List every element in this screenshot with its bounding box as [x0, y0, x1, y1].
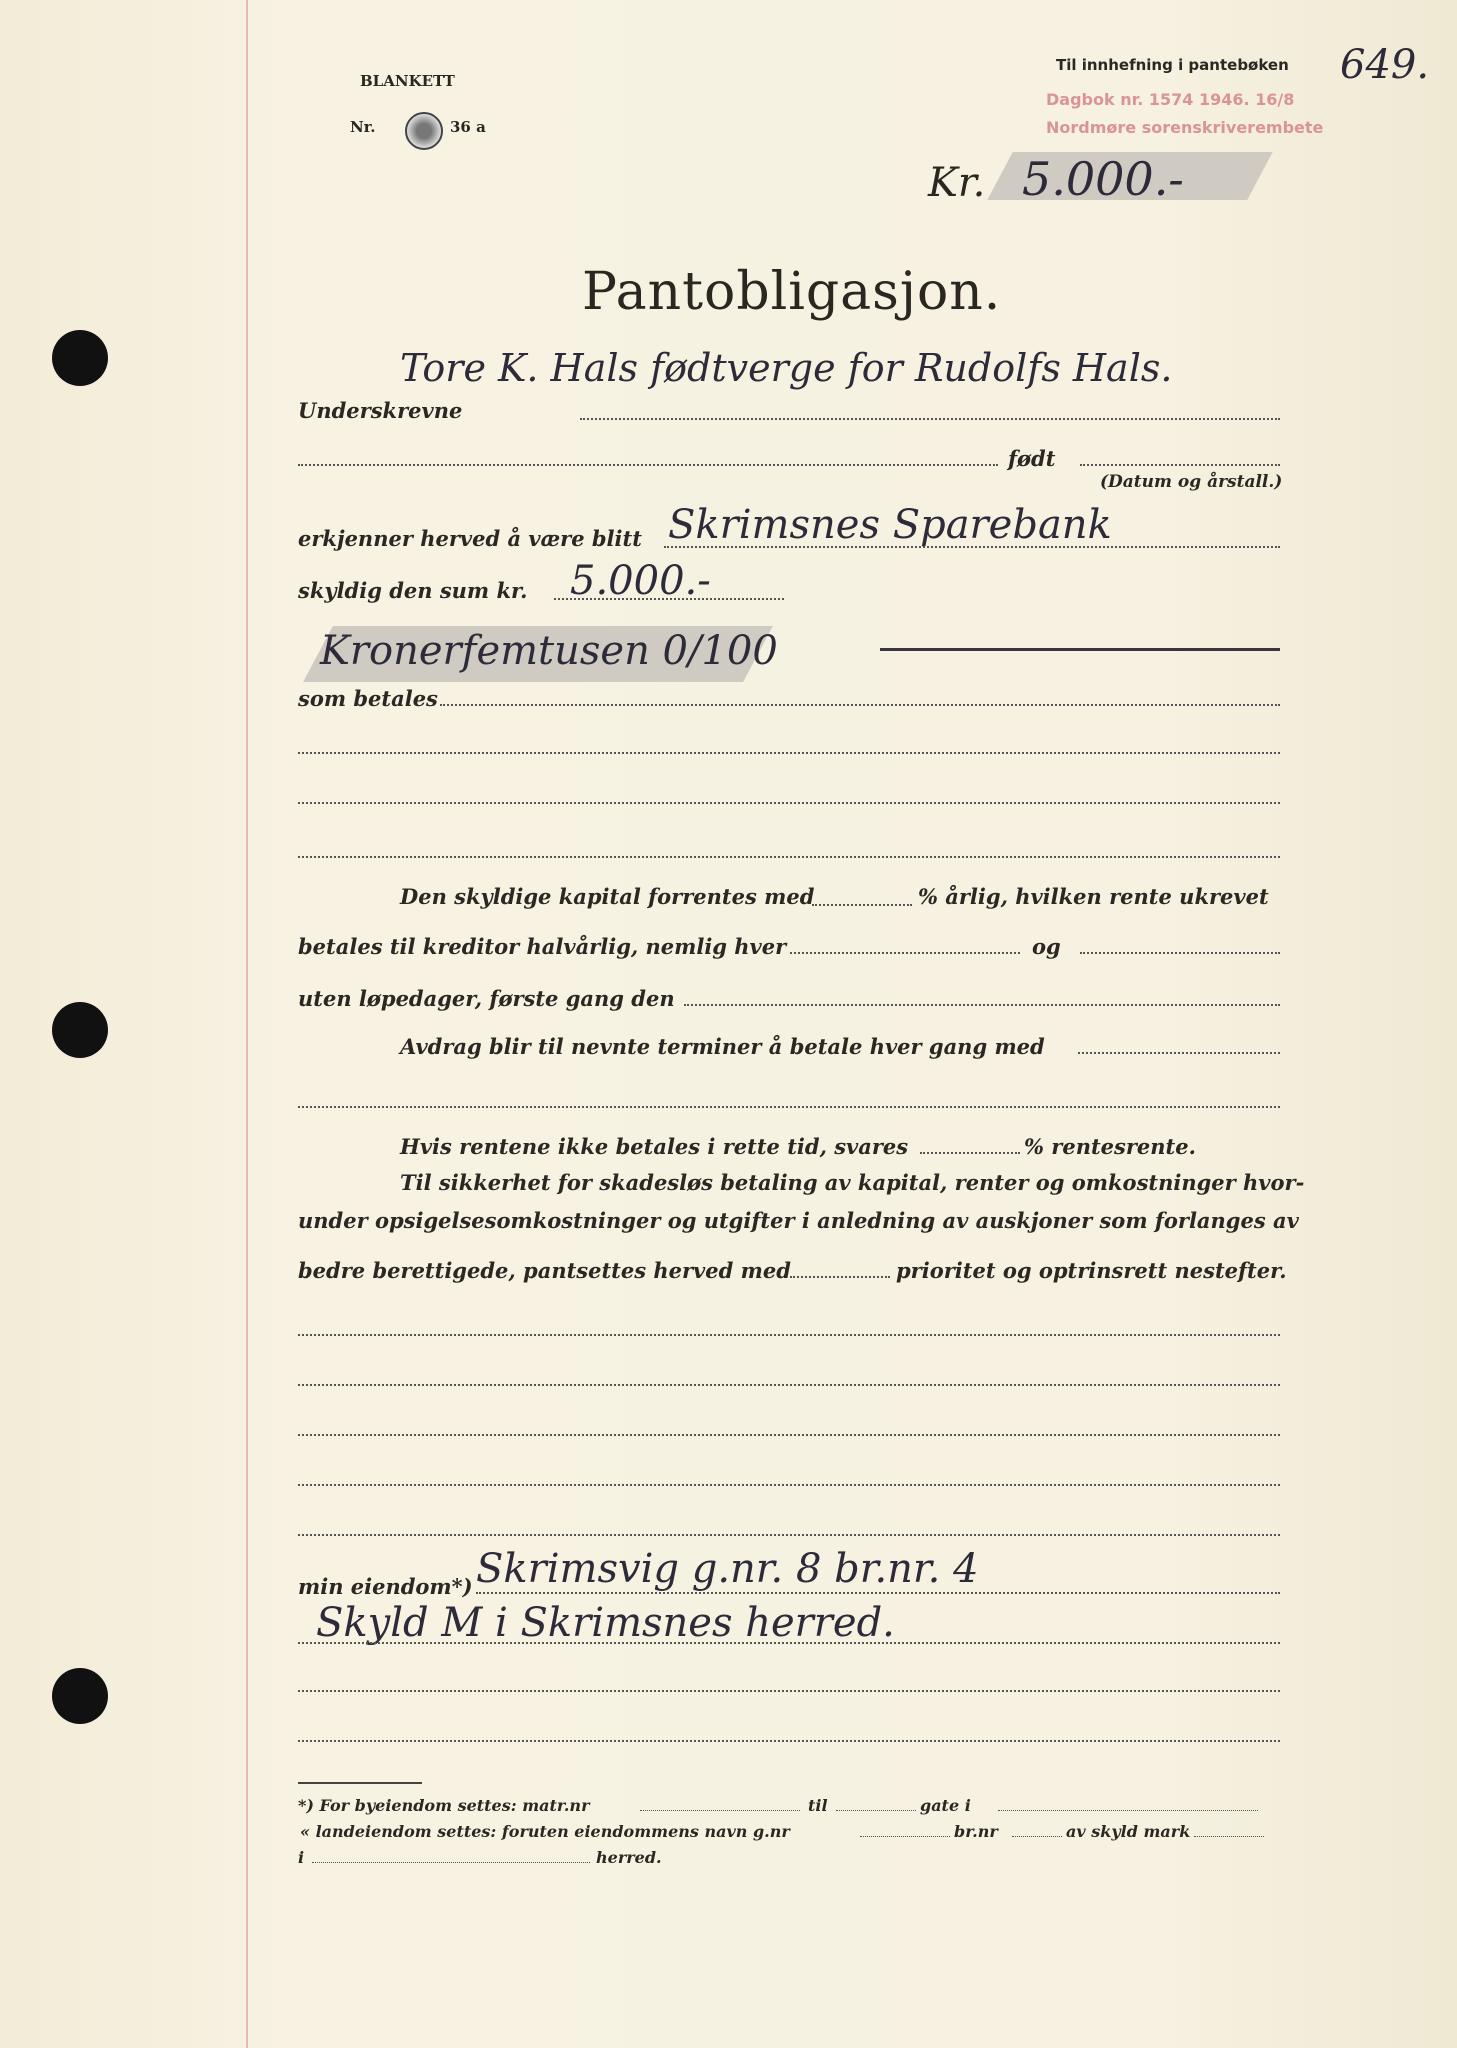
- dotted-line: [298, 1690, 1280, 1692]
- footnote-line2b: br.nr: [954, 1822, 998, 1841]
- label-avdrag: Avdrag blir til nevnte terminer å betale hver gang med: [400, 1034, 1045, 1059]
- property-handwriting-1: Skrimsvig g.nr. 8 br.nr. 4: [476, 1546, 979, 1592]
- dotted-line: [664, 546, 1280, 548]
- property-handwriting-2: Skyld M i Skrimsnes herred.: [316, 1600, 895, 1646]
- footnote-rule: [298, 1782, 422, 1784]
- margin-line: [246, 0, 248, 2048]
- label-kapital-a: Den skyldige kapital forrentes med: [400, 884, 815, 909]
- punch-hole: [52, 330, 108, 386]
- dotted-line: [836, 1810, 916, 1811]
- dotted-line: [1078, 1052, 1280, 1054]
- footnote-line1a: *) For byeiendom settes: matr.nr: [298, 1796, 590, 1815]
- label-skyldig: skyldig den sum kr.: [298, 578, 528, 603]
- dotted-line: [298, 1334, 1280, 1336]
- dotted-line: [580, 418, 1280, 420]
- dotted-line: [298, 1534, 1280, 1536]
- kr-label: Kr.: [928, 160, 986, 206]
- dotted-line: [1080, 464, 1280, 466]
- dotted-line: [684, 1004, 1280, 1006]
- creditor-handwriting: Skrimsnes Sparebank: [668, 502, 1112, 548]
- dotted-line: [640, 1810, 800, 1811]
- punch-hole: [52, 1668, 108, 1724]
- blankett-label: BLANKETT: [360, 72, 455, 90]
- dotted-line: [790, 1276, 890, 1278]
- label-kreditor: betales til kreditor halvårlig, nemlig hver: [298, 934, 787, 959]
- sum-handwriting: 5.000.-: [570, 558, 711, 604]
- dotted-line: [298, 1484, 1280, 1486]
- form-nr-label: Nr.: [350, 118, 376, 136]
- dotted-line: [790, 952, 1020, 954]
- dotted-line: [440, 704, 1280, 706]
- amount-words-handwriting: Kronerfemtusen 0/100: [320, 628, 778, 674]
- label-erkjenner: erkjenner herved å være blitt: [298, 526, 642, 551]
- stamp-line-2: Dagbok nr. 1574 1946. 16/8: [1046, 90, 1295, 109]
- dotted-line: [298, 1384, 1280, 1386]
- dotted-line: [554, 598, 784, 600]
- label-sikkerhet-2: under opsigelsesomkostninger og utgifter i anledning av auskjoner som forlanges av: [298, 1208, 1299, 1233]
- debtor-handwriting: Tore K. Hals fødtverge for Rudolfs Hals.: [400, 346, 1173, 390]
- label-kapital-b: % årlig, hvilken rente ukrevet: [918, 884, 1269, 909]
- dotted-line: [1080, 952, 1280, 954]
- dotted-line: [298, 1642, 1280, 1644]
- footnote-line2a: « landeiendom settes: foruten eiendommens navn g.nr: [300, 1822, 790, 1841]
- dotted-line: [860, 1836, 950, 1837]
- dotted-line: [920, 1152, 1020, 1154]
- dotted-line: [298, 464, 998, 466]
- footnote-line3a: i: [298, 1848, 305, 1867]
- label-lopedager: uten løpedager, første gang den: [298, 986, 675, 1011]
- dotted-line: [1194, 1836, 1264, 1837]
- punch-hole: [52, 1002, 108, 1058]
- dotted-line: [312, 1862, 590, 1863]
- label-datum: (Datum og årstall.): [1100, 472, 1283, 492]
- dotted-line: [476, 1592, 1280, 1594]
- document-title: Pantobligasjon.: [582, 262, 1002, 322]
- dotted-line: [298, 1434, 1280, 1436]
- stamp-line-1: Til innhefning i pantebøken: [1056, 56, 1289, 74]
- stamp-line-3: Nordmøre sorenskriverembete: [1046, 118, 1324, 137]
- label-sikkerhet-3a: bedre berettigede, pantsettes herved med: [298, 1258, 791, 1283]
- dotted-line: [298, 856, 1280, 858]
- amount-top: 5.000.-: [1022, 152, 1184, 206]
- page-number: 649.: [1340, 42, 1430, 88]
- label-sikkerhet-1: Til sikkerhet for skadesløs betaling av kapital, renter og omkostninger hvor-: [400, 1170, 1305, 1195]
- label-underskrevne: Underskrevne: [298, 398, 463, 423]
- footnote-line1b: til: [808, 1796, 828, 1815]
- label-min-eiendom: min eiendom*): [298, 1574, 473, 1599]
- seal-icon: [405, 112, 443, 150]
- label-som-betales: som betales: [298, 686, 438, 711]
- hand-dash-line: [880, 648, 1280, 651]
- footnote-line2c: av skyld mark: [1066, 1822, 1191, 1841]
- dotted-line: [812, 904, 912, 906]
- label-hvis-a: Hvis rentene ikke betales i rette tid, svares: [400, 1134, 909, 1159]
- label-sikkerhet-3b: prioritet og optrinsrett nestefter.: [896, 1258, 1287, 1283]
- form-nr-value: 36 a: [450, 118, 486, 136]
- footnote-line3b: herred.: [596, 1848, 662, 1867]
- label-og: og: [1032, 934, 1061, 959]
- dotted-line: [998, 1810, 1258, 1811]
- dotted-line: [298, 1106, 1280, 1108]
- label-fodt: født: [1008, 446, 1056, 471]
- dotted-line: [298, 752, 1280, 754]
- label-hvis-b: % rentesrente.: [1024, 1134, 1196, 1159]
- footnote-line1c: gate i: [920, 1796, 971, 1815]
- dotted-line: [298, 802, 1280, 804]
- dotted-line: [1012, 1836, 1062, 1837]
- dotted-line: [298, 1740, 1280, 1742]
